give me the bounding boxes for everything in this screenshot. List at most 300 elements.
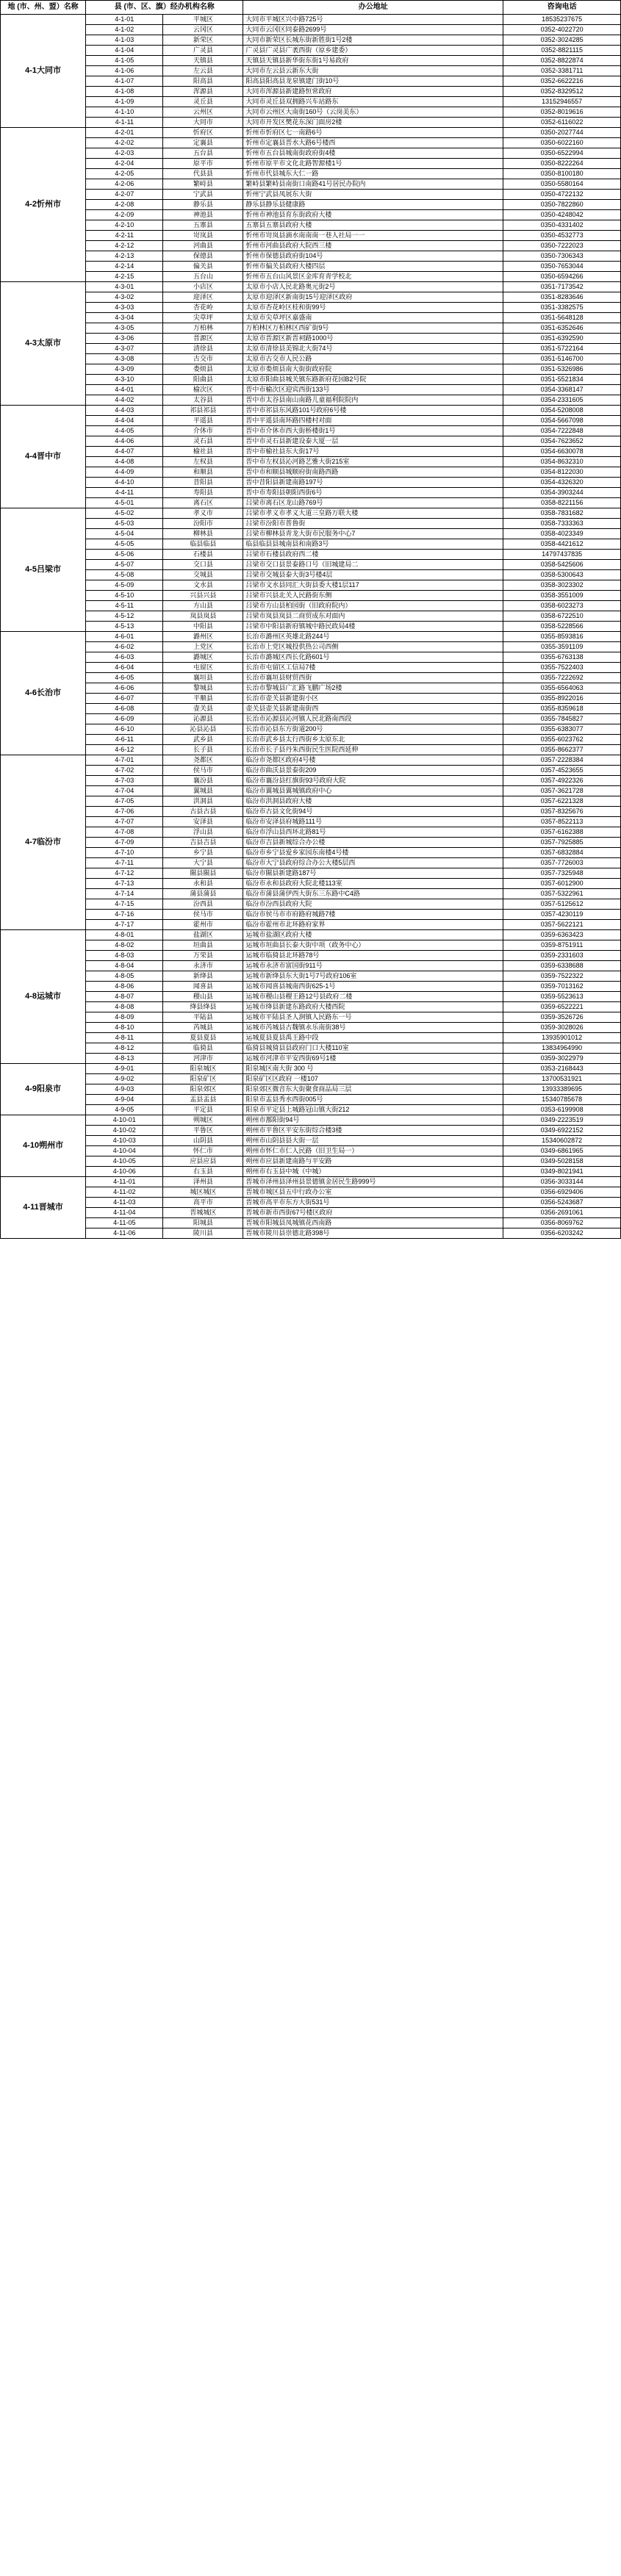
code-cell: 4-4-05	[86, 426, 163, 436]
county-name-cell: 高平市	[163, 1198, 243, 1208]
code-cell: 4-1-02	[86, 25, 163, 35]
table-row	[1, 1198, 621, 1208]
address-cell: 吕梁市孝义市孝义大道三皇路万联大楼	[243, 508, 503, 519]
code-cell: 4-11-02	[86, 1187, 163, 1198]
address-cell: 忻州市保德县政府街104号	[243, 251, 503, 262]
telephone-cell: 0358-7831682	[503, 508, 621, 519]
table-row	[1, 1187, 621, 1198]
address-cell: 临汾市汾西县政府大院	[243, 899, 503, 910]
telephone-cell: 0350-7306343	[503, 251, 621, 262]
table-row	[1, 796, 621, 807]
table-row	[1, 303, 621, 313]
telephone-cell: 0357-8522113	[503, 817, 621, 827]
telephone-cell: 0358-7333363	[503, 519, 621, 529]
telephone-cell: 0354-8632310	[503, 457, 621, 467]
county-name-cell: 侯马市	[163, 766, 243, 776]
table-row	[1, 87, 621, 97]
code-cell: 4-3-06	[86, 334, 163, 344]
table-row	[1, 838, 621, 848]
code-cell: 4-6-04	[86, 663, 163, 673]
telephone-cell: 0350-4331402	[503, 220, 621, 231]
telephone-cell: 0358-8221156	[503, 498, 621, 508]
address-cell: 太原市娄烦县南大街街政府院	[243, 364, 503, 375]
code-cell: 4-3-08	[86, 354, 163, 364]
address-cell: 临汾市蒲县蒲伊西大街东三东路中C4路	[243, 889, 503, 899]
address-cell: 忻州市河曲县政府大院西三楼	[243, 241, 503, 251]
address-cell: 吕梁市汾阳市普鲁街	[243, 519, 503, 529]
table-row	[1, 622, 621, 632]
county-name-cell: 岢岚县	[163, 231, 243, 241]
code-cell: 4-7-15	[86, 899, 163, 910]
table-row	[1, 591, 621, 601]
telephone-cell: 0350-2027744	[503, 128, 621, 138]
address-cell: 朔州市怀仁市仁人民路（旧卫生局一）	[243, 1146, 503, 1156]
city-cell: 4-10朔州市	[1, 1115, 86, 1177]
code-cell: 4-5-11	[86, 601, 163, 611]
telephone-cell: 0351-8283646	[503, 292, 621, 303]
telephone-cell: 0350-7822860	[503, 200, 621, 210]
telephone-cell: 14797437835	[503, 550, 621, 560]
county-name-cell: 平顺县	[163, 694, 243, 704]
telephone-cell: 0357-7726003	[503, 858, 621, 868]
county-name-cell: 神池县	[163, 210, 243, 220]
address-cell: 大同市平城区兴中路725号	[243, 15, 503, 25]
code-cell: 4-7-11	[86, 858, 163, 868]
telephone-cell: 0355-8593816	[503, 632, 621, 642]
code-cell: 4-1-08	[86, 87, 163, 97]
county-name-cell: 和顺县	[163, 467, 243, 478]
code-cell: 4-6-10	[86, 724, 163, 735]
address-cell: 晋中昔阳县新建南路197号	[243, 478, 503, 488]
telephone-cell: 0350-6594266	[503, 272, 621, 282]
county-name-cell: 广灵县	[163, 46, 243, 56]
telephone-cell: 0357-6832884	[503, 848, 621, 858]
telephone-cell: 0351-3382575	[503, 303, 621, 313]
address-cell: 太原市杏花岭区桂和街99号	[243, 303, 503, 313]
address-cell: 临汾市曲沃县景泰街209	[243, 766, 503, 776]
county-name-cell: 万荣县	[163, 951, 243, 961]
code-cell: 4-1-09	[86, 97, 163, 107]
code-cell: 4-2-14	[86, 262, 163, 272]
telephone-cell: 13700531921	[503, 1074, 621, 1084]
county-name-cell: 清徐县	[163, 344, 243, 354]
code-cell: 4-7-09	[86, 838, 163, 848]
table-row	[1, 426, 621, 436]
county-name-cell: 绛县绛县	[163, 1002, 243, 1012]
county-name-cell: 吉县吉县	[163, 838, 243, 848]
code-cell: 4-5-12	[86, 611, 163, 622]
county-name-cell: 交城县	[163, 570, 243, 580]
code-cell: 4-3-10	[86, 375, 163, 385]
address-cell: 晋中市灵石县新建设泰大厦一层	[243, 436, 503, 447]
county-name-cell: 交口县	[163, 560, 243, 570]
county-name-cell: 汾阳市	[163, 519, 243, 529]
address-cell: 晋中市太谷县南山南路儿童福利院院内	[243, 395, 503, 406]
header-city: 地 (市、州、盟）名称	[1, 1, 86, 15]
telephone-cell: 0358-6722510	[503, 611, 621, 622]
table-row	[1, 46, 621, 56]
address-cell: 运城市绛县新建东路政府大楼西院	[243, 1002, 503, 1012]
table-row	[1, 539, 621, 550]
telephone-cell: 0358-4023349	[503, 529, 621, 539]
telephone-cell: 0354-8122030	[503, 467, 621, 478]
telephone-cell: 0352-8019616	[503, 107, 621, 118]
county-name-cell: 偏关县	[163, 262, 243, 272]
table-row	[1, 642, 621, 652]
address-cell: 长治市壶关县新建街小区	[243, 694, 503, 704]
county-name-cell: 方山县	[163, 601, 243, 611]
table-row	[1, 714, 621, 724]
telephone-cell: 0352-8821115	[503, 46, 621, 56]
table-row	[1, 899, 621, 910]
table-row	[1, 251, 621, 262]
county-name-cell: 阳曲县	[163, 375, 243, 385]
county-name-cell: 孝义市	[163, 508, 243, 519]
table-row	[1, 580, 621, 591]
county-name-cell: 襄汾县	[163, 776, 243, 786]
code-cell: 4-6-07	[86, 694, 163, 704]
city-cell: 4-5吕梁市	[1, 508, 86, 632]
table-row	[1, 745, 621, 755]
county-name-cell: 晋城城区	[163, 1208, 243, 1218]
table-row	[1, 1012, 621, 1023]
county-name-cell: 阳城县	[163, 1218, 243, 1228]
telephone-cell: 0359-3526726	[503, 1012, 621, 1023]
address-cell: 吕梁市柳林县青龙大街市民服务中心7	[243, 529, 503, 539]
county-name-cell: 定襄县	[163, 138, 243, 148]
telephone-cell: 0352-4022720	[503, 25, 621, 35]
county-name-cell: 平陆县	[163, 1012, 243, 1023]
address-cell: 吕梁市岚县岚县二商贸成东对面内	[243, 611, 503, 622]
telephone-cell: 0357-3621728	[503, 786, 621, 796]
address-cell: 长治市上党区城投供热公司西侧	[243, 642, 503, 652]
telephone-cell: 0351-5326986	[503, 364, 621, 375]
code-cell: 4-11-06	[86, 1228, 163, 1239]
table-row	[1, 385, 621, 395]
address-cell: 阳泉市盂县秀水西街005号	[243, 1095, 503, 1105]
telephone-cell: 0358-5425606	[503, 560, 621, 570]
code-cell: 4-3-04	[86, 313, 163, 323]
table-row	[1, 1115, 621, 1126]
telephone-cell: 0357-6012900	[503, 879, 621, 889]
telephone-cell: 0354-6630078	[503, 447, 621, 457]
address-cell: 忻州市五台县城南街政府街4楼	[243, 148, 503, 159]
address-cell: 临汾市吉县新城综合办公楼	[243, 838, 503, 848]
telephone-cell: 0359-3028026	[503, 1023, 621, 1033]
telephone-cell: 0351-6392590	[503, 334, 621, 344]
code-cell: 4-4-08	[86, 457, 163, 467]
table-row	[1, 930, 621, 940]
code-cell: 4-9-03	[86, 1084, 163, 1095]
table-row	[1, 231, 621, 241]
telephone-cell: 0357-8325676	[503, 807, 621, 817]
county-name-cell: 新荣区	[163, 35, 243, 46]
table-row	[1, 1064, 621, 1074]
table-row	[1, 694, 621, 704]
telephone-cell: 0352-3024285	[503, 35, 621, 46]
table-row	[1, 1228, 621, 1239]
county-name-cell: 临猗县	[163, 1043, 243, 1054]
table-row	[1, 632, 621, 642]
table-row	[1, 25, 621, 35]
telephone-cell: 0354-2331605	[503, 395, 621, 406]
table-row	[1, 375, 621, 385]
telephone-cell: 0355-8662377	[503, 745, 621, 755]
county-name-cell: 河津市	[163, 1054, 243, 1064]
county-name-cell: 云州区	[163, 107, 243, 118]
county-name-cell: 翼城县	[163, 786, 243, 796]
table-row	[1, 447, 621, 457]
code-cell: 4-7-13	[86, 879, 163, 889]
table-row	[1, 262, 621, 272]
address-cell: 吕梁市交口县景泰路口号（旧城建局二	[243, 560, 503, 570]
code-cell: 4-4-02	[86, 395, 163, 406]
county-name-cell: 离石区	[163, 498, 243, 508]
telephone-cell: 0359-6363423	[503, 930, 621, 940]
county-name-cell: 灵石县	[163, 436, 243, 447]
table-row	[1, 179, 621, 190]
address-cell: 太原市清徐县美锦北大街74号	[243, 344, 503, 354]
table-row	[1, 1074, 621, 1084]
address-cell: 天镇县天镇县新华街东街1号易政府	[243, 56, 503, 66]
table-row	[1, 56, 621, 66]
address-cell: 晋中市榆社县东大街17号	[243, 447, 503, 457]
telephone-cell: 0352-6622216	[503, 76, 621, 87]
table-row	[1, 323, 621, 334]
code-cell: 4-9-01	[86, 1064, 163, 1074]
county-name-cell: 右玉县	[163, 1167, 243, 1177]
table-row	[1, 436, 621, 447]
code-cell: 4-5-10	[86, 591, 163, 601]
address-cell: 吕梁市石楼县政府西二楼	[243, 550, 503, 560]
telephone-cell: 15340602872	[503, 1136, 621, 1146]
telephone-cell: 0349-2223519	[503, 1115, 621, 1126]
code-cell: 4-5-01	[86, 498, 163, 508]
table-row	[1, 210, 621, 220]
address-cell: 运城市永济市富国街911号	[243, 961, 503, 971]
county-name-cell: 左云县	[163, 66, 243, 76]
address-cell: 临汾市翼城县翼城镇政府中心	[243, 786, 503, 796]
table-row	[1, 159, 621, 169]
address-cell: 朔州市鄯阳街94号	[243, 1115, 503, 1126]
address-cell: 长治市长子县丹朱西街民生医院西延伸	[243, 745, 503, 755]
telephone-cell: 0355-8922016	[503, 694, 621, 704]
address-cell: 长治市襄垣县财贸西街	[243, 673, 503, 683]
county-name-cell: 盐湖区	[163, 930, 243, 940]
county-name-cell: 浮山县	[163, 827, 243, 838]
county-name-cell: 永济市	[163, 961, 243, 971]
table-row	[1, 344, 621, 354]
telephone-cell: 0359-7013162	[503, 982, 621, 992]
table-row	[1, 364, 621, 375]
code-cell: 4-6-05	[86, 673, 163, 683]
table-row	[1, 940, 621, 951]
code-cell: 4-10-01	[86, 1115, 163, 1126]
code-cell: 4-7-17	[86, 920, 163, 930]
telephone-cell: 0350-7653044	[503, 262, 621, 272]
county-name-cell: 阳泉郊区	[163, 1084, 243, 1095]
address-cell: 晋城市高平市东方大街531号	[243, 1198, 503, 1208]
address-cell: 运城夏县夏县禹王路中段	[243, 1033, 503, 1043]
address-cell: 运城市新绛县东大街1号7号政府106室	[243, 971, 503, 982]
table-row	[1, 169, 621, 179]
code-cell: 4-3-02	[86, 292, 163, 303]
telephone-cell: 0354-5208008	[503, 406, 621, 416]
county-name-cell: 五寨县	[163, 220, 243, 231]
telephone-cell: 0355-8359618	[503, 704, 621, 714]
table-row	[1, 118, 621, 128]
telephone-cell: 0359-8751911	[503, 940, 621, 951]
city-cell: 4-2忻州市	[1, 128, 86, 282]
table-row	[1, 313, 621, 323]
address-cell: 吕梁市中阳县新府镇城中路民政局4楼	[243, 622, 503, 632]
address-cell: 朔州市山阴县县大街一层	[243, 1136, 503, 1146]
address-cell: 忻州市五台山风景区金库育青学校北	[243, 272, 503, 282]
address-cell: 壶关县壶关县新建南街西	[243, 704, 503, 714]
address-cell: 晋城市阳城县凤城镇花西南路	[243, 1218, 503, 1228]
code-cell: 4-5-05	[86, 539, 163, 550]
code-cell: 4-6-01	[86, 632, 163, 642]
table-row	[1, 467, 621, 478]
county-name-cell: 沁县沁县	[163, 724, 243, 735]
table-row	[1, 560, 621, 570]
table-row	[1, 704, 621, 714]
address-cell: 晋中市和顺县城顺府街南路西路	[243, 467, 503, 478]
telephone-cell: 0358-6023273	[503, 601, 621, 611]
table-row	[1, 951, 621, 961]
address-cell: 太原市古交市人民公路	[243, 354, 503, 364]
county-name-cell: 蒲县蒲县	[163, 889, 243, 899]
code-cell: 4-9-04	[86, 1095, 163, 1105]
address-cell: 万柏林区万柏林区西矿街9号	[243, 323, 503, 334]
county-name-cell: 左权县	[163, 457, 243, 467]
table-row	[1, 766, 621, 776]
telephone-cell: 0357-4922326	[503, 776, 621, 786]
code-cell: 4-1-11	[86, 118, 163, 128]
address-cell: 晋城市新市西街67号楼区政府	[243, 1208, 503, 1218]
telephone-cell: 0359-6338688	[503, 961, 621, 971]
telephone-cell: 0356-5243687	[503, 1198, 621, 1208]
code-cell: 4-4-10	[86, 478, 163, 488]
code-cell: 4-8-11	[86, 1033, 163, 1043]
code-cell: 4-10-03	[86, 1136, 163, 1146]
county-name-cell: 芮城县	[163, 1023, 243, 1033]
header-county: 县 (市、区、旗）经办机构名称	[86, 1, 243, 15]
telephone-cell: 13152946557	[503, 97, 621, 107]
table-row	[1, 920, 621, 930]
telephone-cell: 0353-2168443	[503, 1064, 621, 1074]
county-name-cell: 永和县	[163, 879, 243, 889]
address-cell: 运城市芮城县古魏镇永乐南街38号	[243, 1023, 503, 1033]
county-name-cell: 小店区	[163, 282, 243, 292]
table-row	[1, 550, 621, 560]
telephone-cell: 0358-3023302	[503, 580, 621, 591]
county-name-cell: 静乐县	[163, 200, 243, 210]
county-name-cell: 稷山县	[163, 992, 243, 1002]
code-cell: 4-9-05	[86, 1105, 163, 1115]
telephone-cell: 0354-7623652	[503, 436, 621, 447]
table-row	[1, 97, 621, 107]
county-name-cell: 上党区	[163, 642, 243, 652]
code-cell: 4-7-12	[86, 868, 163, 879]
telephone-cell: 0349-5028158	[503, 1156, 621, 1167]
county-name-cell: 盂县盂县	[163, 1095, 243, 1105]
telephone-cell: 0357-7925885	[503, 838, 621, 848]
county-name-cell: 闻喜县	[163, 982, 243, 992]
table-body	[1, 15, 621, 1239]
county-name-cell: 平定县	[163, 1105, 243, 1115]
table-row	[1, 1054, 621, 1064]
county-name-cell: 陵川县	[163, 1228, 243, 1239]
county-name-cell: 平鲁区	[163, 1126, 243, 1136]
telephone-cell: 0350-8100180	[503, 169, 621, 179]
telephone-cell: 15340785678	[503, 1095, 621, 1105]
telephone-cell: 0358-5228566	[503, 622, 621, 632]
table-row	[1, 76, 621, 87]
county-name-cell: 河曲县	[163, 241, 243, 251]
city-cell: 4-3太原市	[1, 282, 86, 406]
telephone-cell: 0350-8222264	[503, 159, 621, 169]
table-row	[1, 971, 621, 982]
telephone-cell: 0354-7222848	[503, 426, 621, 436]
county-name-cell: 浑源县	[163, 87, 243, 97]
telephone-cell: 0359-3022979	[503, 1054, 621, 1064]
telephone-cell: 0351-5146700	[503, 354, 621, 364]
code-cell: 4-1-07	[86, 76, 163, 87]
address-cell: 长治市潞城区西长化路601号	[243, 652, 503, 663]
code-cell: 4-8-09	[86, 1012, 163, 1023]
code-cell: 4-5-02	[86, 508, 163, 519]
address-cell: 临汾市大宁县政府综合办公大楼5层西	[243, 858, 503, 868]
address-cell: 晋中市寿阳县朝阳西街6号	[243, 488, 503, 498]
telephone-cell: 0350-6522994	[503, 148, 621, 159]
telephone-cell: 0350-5580164	[503, 179, 621, 190]
table-row	[1, 663, 621, 673]
telephone-cell: 0349-8021941	[503, 1167, 621, 1177]
table-row	[1, 519, 621, 529]
code-cell: 4-2-01	[86, 128, 163, 138]
telephone-cell: 0355-7845827	[503, 714, 621, 724]
county-name-cell: 太谷县	[163, 395, 243, 406]
code-cell: 4-7-14	[86, 889, 163, 899]
address-cell: 运城市盐湖区政府大楼	[243, 930, 503, 940]
address-cell: 忻州市原平市文化北路智源楼1号	[243, 159, 503, 169]
county-name-cell: 中阳县	[163, 622, 243, 632]
telephone-cell: 0357-4230119	[503, 910, 621, 920]
address-cell: 吕梁市方山县柏园街（旧政府院内）	[243, 601, 503, 611]
code-cell: 4-10-04	[86, 1146, 163, 1156]
address-cell: 临汾市隰县新建路187号	[243, 868, 503, 879]
table-row	[1, 282, 621, 292]
table-row	[1, 1218, 621, 1228]
code-cell: 4-2-12	[86, 241, 163, 251]
header-address: 办公地址	[243, 1, 503, 15]
code-cell: 4-6-03	[86, 652, 163, 663]
address-cell: 大同市开发区樊花东深门面房2楼	[243, 118, 503, 128]
table-row	[1, 292, 621, 303]
telephone-cell: 0350-4532773	[503, 231, 621, 241]
telephone-cell: 0357-6221328	[503, 796, 621, 807]
directory-page	[0, 0, 621, 1239]
address-cell: 晋中市榆次区迎宾西街133号	[243, 385, 503, 395]
address-cell: 运城市闻喜县城南西街625-1号	[243, 982, 503, 992]
address-cell: 临汾市永和县政府大院北楼113室	[243, 879, 503, 889]
table-row	[1, 673, 621, 683]
table-row	[1, 1208, 621, 1218]
county-name-cell: 尖草坪	[163, 313, 243, 323]
table-row	[1, 601, 621, 611]
address-cell: 太原市尖草坪区嘉盛南	[243, 313, 503, 323]
